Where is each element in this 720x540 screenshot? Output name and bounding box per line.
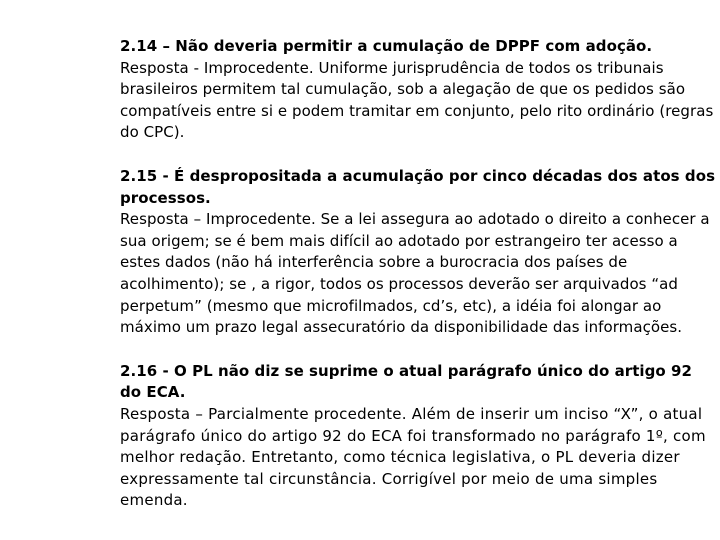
section-2-15 (120, 166, 716, 339)
section-heading: 2.16 - O PL não diz se suprime o atual parágrafo único do artigo 92 do ECA. (120, 361, 692, 402)
section-2-14 (120, 36, 716, 144)
section-response: Resposta – Improcedente. Se a lei assegura ao adotado o direito a conhecer a sua origem; se é bem mais difícil ao adotado por estrangeiro ter acesso a estes dados (não há interferência sobre a burocracia dos países de acolhimento); se , a rigor, todos os processos deverão ser arquivados “ad perpetum” (mesmo que microfilmados, cd’s, etc), a idéia foi alongar ao máximo um prazo legal assecuratório da disponibilidade das informações. (120, 210, 710, 337)
document-page (120, 36, 716, 512)
section-heading: 2.14 – Não deveria permitir a cumulação de DPPF com adoção. (120, 37, 653, 55)
section-response: Resposta - Improcedente. Uniforme jurisprudência de todos os tribunais brasileiros permitem tal cumulação, sob a alegação de que os pedidos são compatíveis entre si e podem tramitar em conjunto, pelo rito ordinário (regras do CPC). (120, 58, 714, 142)
section-heading: 2.15 - É despropositada a acumulação por cinco décadas dos atos dos processos. (120, 166, 716, 207)
section-response: Resposta – Parcialmente procedente. Além de inserir um inciso “X”, o atual parágrafo único do artigo 92 do ECA foi transformado no parágrafo 1º, com melhor redação. Entretanto, como técnica legislativa, o PL deveria dizer expressamente tal circunstância. Corrigível por meio de uma simples emenda. (120, 404, 706, 510)
section-2-16 (120, 361, 716, 512)
